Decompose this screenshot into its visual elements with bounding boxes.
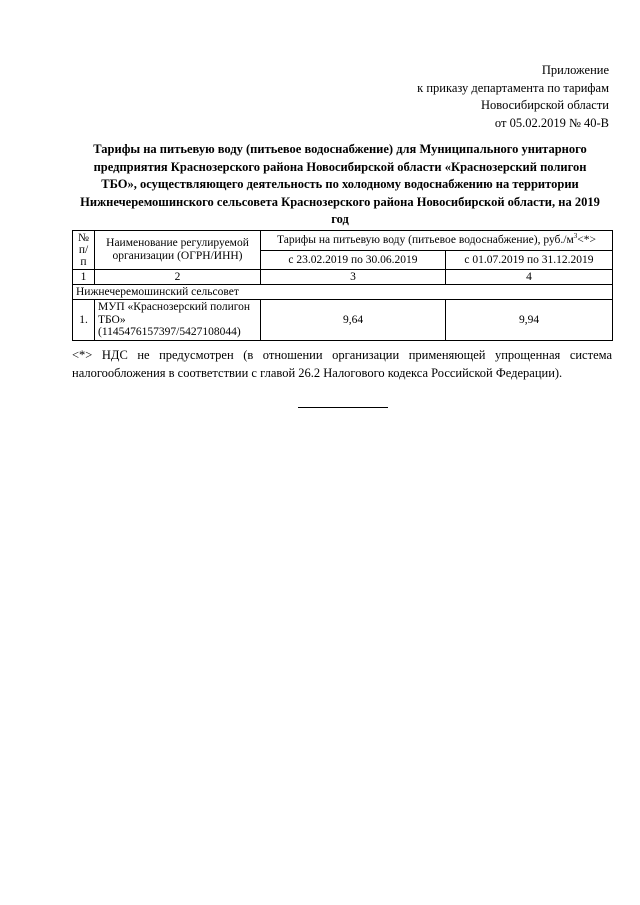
appendix-line-3: Новосибирской области xyxy=(480,98,609,112)
row-num: 1. xyxy=(73,300,95,341)
header-tariff-text: Тарифы на питьевую воду (питьевое водоснабжение), руб./м xyxy=(277,234,574,247)
header-tariff-note: <*> xyxy=(577,234,596,247)
footnote: <*> НДС не предусмотрен (в отношении организации применяющей упрощенная система налогообложения в соответствии с главой 26.2 Налогового кодекса Российской Федерации). xyxy=(72,348,612,380)
section-title: Нижнечеремошинский сельсовет xyxy=(73,285,613,300)
appendix-line-1: Приложение xyxy=(541,63,609,77)
tariff-table xyxy=(72,230,613,341)
row-tariff-2: 9,94 xyxy=(446,300,613,341)
appendix-line-2: к приказу департамента по тарифам xyxy=(417,80,609,95)
table-header-row xyxy=(73,231,613,251)
header-period-1: с 23.02.2019 по 30.06.2019 xyxy=(261,250,446,270)
column-number-3: 3 xyxy=(261,270,446,285)
appendix-block xyxy=(349,62,609,132)
column-number-1: 1 xyxy=(73,270,95,285)
header-num: № п/п xyxy=(73,231,95,270)
column-number-4: 4 xyxy=(446,270,613,285)
table-section-row xyxy=(73,285,613,300)
header-tariff-caption xyxy=(261,231,613,251)
table-row xyxy=(73,300,613,341)
header-org-name: Наименование регулируемой организации (ОГРН/ИНН) xyxy=(95,231,261,270)
document-title: Тарифы на питьевую воду (питьевое водоснабжение) для Муниципального унитарного предприятия Краснозерского района Новосибирской области «Краснозерский полигон ТБО», осуществляющего деятельность по холодному водоснабжению на территории Нижнечеремошинского сельсовета Краснозерского района Новосибирской области, на 2019 год xyxy=(80,142,600,226)
table-column-number-row xyxy=(73,270,613,285)
header-period-2: с 01.07.2019 по 31.12.2019 xyxy=(446,250,613,270)
closing-rule xyxy=(298,407,388,408)
appendix-line-4: от 05.02.2019 № 40-В xyxy=(494,115,609,130)
column-number-2: 2 xyxy=(95,270,261,285)
row-tariff-1: 9,64 xyxy=(261,300,446,341)
header-tariff-sup: 3 xyxy=(573,232,578,241)
row-org: МУП «Краснозерский полигон ТБО» (1145476157397/5427108044) xyxy=(95,300,261,341)
